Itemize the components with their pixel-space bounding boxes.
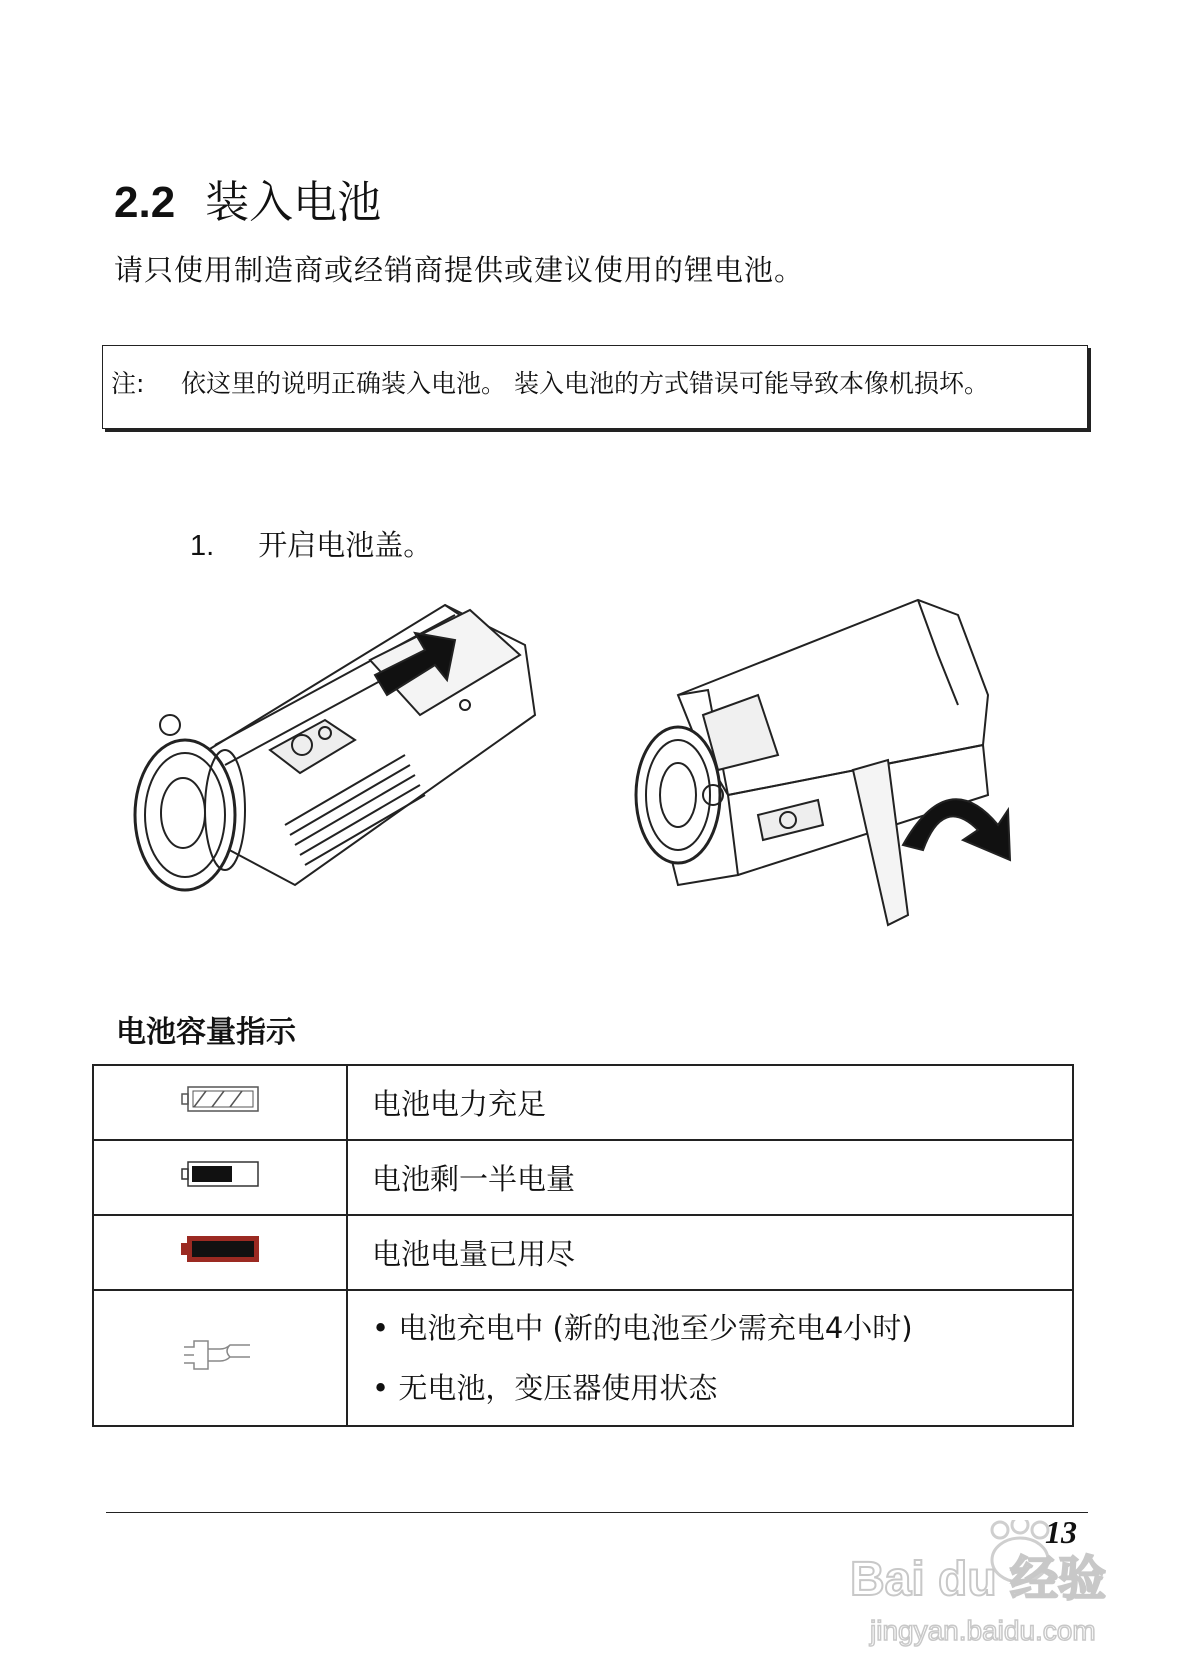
battery-empty-text: 电池电量已用尽	[347, 1215, 1073, 1290]
camera-open-cover-illustration	[618, 595, 1018, 935]
battery-half-text: 电池剩一半电量	[347, 1140, 1073, 1215]
battery-empty-icon	[180, 1233, 260, 1265]
battery-table	[92, 1064, 1074, 1427]
list-item: • 无电池，变压器使用状态	[372, 1358, 1072, 1418]
watermark-brand: Bai du 经验	[850, 1553, 1107, 1606]
section-title: 装入电池	[205, 177, 382, 228]
camera-slide-cover-illustration	[125, 595, 545, 935]
charging-list	[372, 1298, 1072, 1418]
baidu-watermark	[850, 1520, 1130, 1650]
battery-full-text: 电池电力充足	[347, 1065, 1073, 1140]
battery-half-icon	[180, 1158, 260, 1190]
note-label: 注:	[111, 369, 145, 398]
note-text: 依这里的说明正确装入电池。 装入电池的方式错误可能导致本像机损坏。	[181, 369, 989, 398]
intro-text: 请只使用制造商或经销商提供或建议使用的锂电池。	[114, 253, 805, 287]
battery-section-title: 电池容量指示	[116, 1015, 296, 1050]
section-heading	[114, 166, 381, 230]
battery-full-icon	[180, 1083, 260, 1115]
section-number: 2.2	[114, 178, 176, 227]
step-number: 1.	[190, 530, 215, 562]
table-row	[93, 1215, 1073, 1290]
list-item: • 电池充电中 (新的电池至少需充电4小时)	[372, 1298, 1072, 1358]
step-1	[190, 523, 432, 564]
table-row	[93, 1290, 1073, 1426]
note-box	[102, 345, 1088, 429]
plug-icon	[180, 1335, 260, 1375]
table-row	[93, 1140, 1073, 1215]
step-text: 开启电池盖。	[258, 528, 433, 562]
page-number: 13	[1045, 1514, 1077, 1550]
watermark-url: jingyan.baidu.com	[870, 1615, 1096, 1646]
footer-rule	[106, 1512, 1088, 1513]
table-row	[93, 1065, 1073, 1140]
